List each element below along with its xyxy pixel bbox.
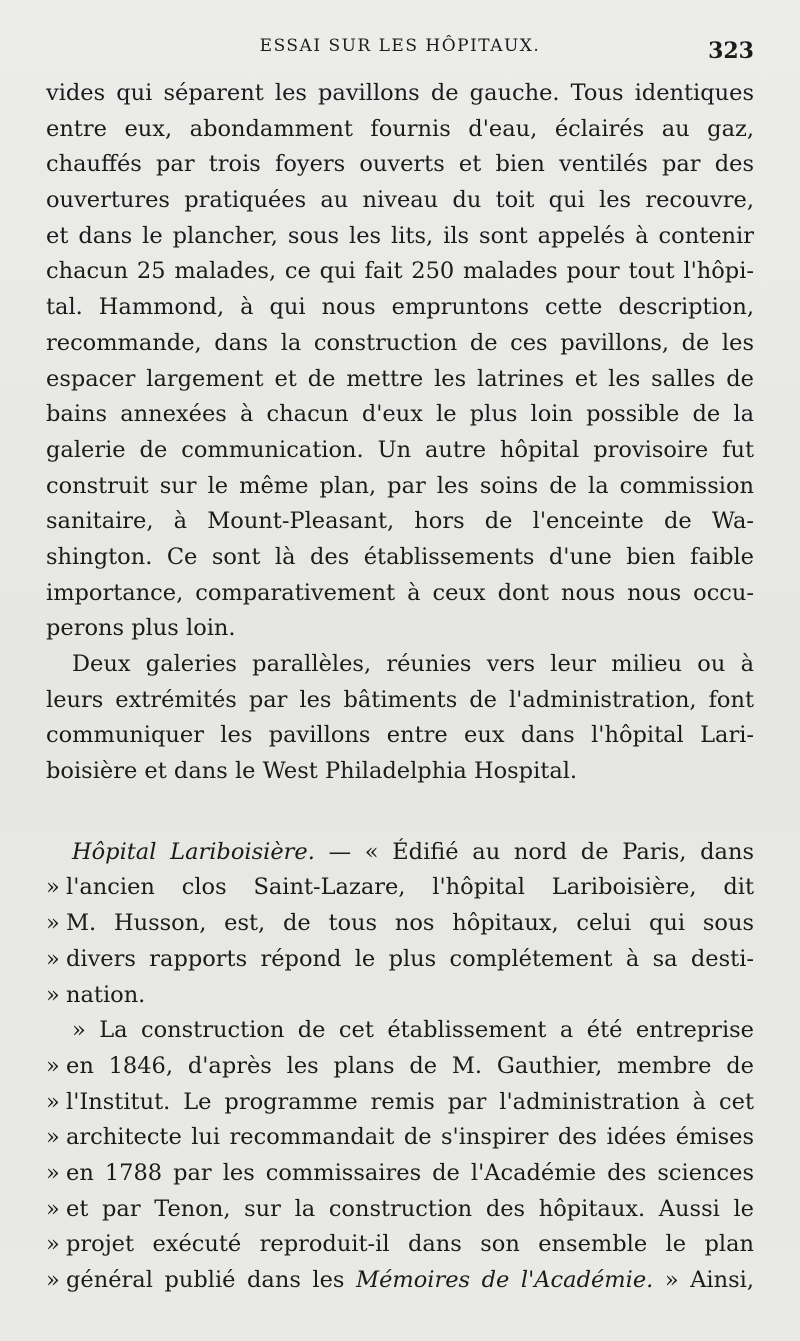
text-line: [46, 1227, 754, 1263]
page-header: [46, 36, 754, 70]
text-line: perons plus loin.: [46, 615, 236, 642]
quote-mark: »: [46, 1088, 60, 1115]
text-line: [46, 1263, 754, 1299]
text-line: [46, 1120, 754, 1156]
text-line: [46, 835, 754, 871]
paragraph-pavillons: [46, 76, 754, 647]
text-line: chacun 25 malades, ce qui fait 250 malades pour tout l'hôpi-: [46, 258, 754, 285]
paragraph-construction: [46, 1013, 754, 1299]
quote-mark: »: [46, 910, 60, 937]
running-title: ESSAI SUR LES HÔPITAUX.: [259, 36, 541, 56]
text-line: chauffés par trois foyers ouverts et bien ventilés par des: [46, 151, 754, 178]
text-fragment: divers rapports répond le plus complétement à sa desti-: [66, 945, 754, 972]
text-line: [46, 1156, 754, 1192]
paragraph-lariboisiere: [46, 835, 754, 1013]
text-fragment: M. Husson, est, de tous nos hôpitaux, celui qui sous: [66, 910, 754, 937]
text-fragment: général publié dans les: [66, 1267, 357, 1293]
text-line: galerie de communication. Un autre hôpital provisoire fut: [46, 436, 754, 463]
text-fragment: architecte lui recommandait de s'inspirer des idées émises: [66, 1124, 754, 1151]
paragraph-spacer: [46, 790, 754, 835]
text-line: sanitaire, à Mount-Pleasant, hors de l'enceinte de Wa-: [46, 508, 754, 535]
text-line: et dans le plancher, sous les lits, ils sont appelés à contenir: [46, 222, 754, 249]
text-line: importance, comparativement à ceux dont nous nous occu-: [46, 579, 754, 606]
text-fragment: projet exécuté reproduit-il dans son ensemble le plan: [66, 1231, 754, 1258]
paragraph-galeries: [46, 647, 754, 790]
text-line: [46, 1192, 754, 1228]
text-line: [46, 906, 754, 942]
text-line: Deux galeries parallèles, réunies vers leur milieu ou à: [72, 651, 754, 677]
text-fragment: en 1788 par les commissaires de l'Académie des sciences: [66, 1159, 754, 1186]
text-fragment: l'Institut. Le programme remis par l'administration à cet: [66, 1088, 754, 1115]
text-line: recommande, dans la construction de ces pavillons, de les: [46, 329, 754, 356]
text-fragment: nation.: [66, 981, 146, 1008]
quote-mark: »: [46, 1159, 60, 1186]
text-line: tal. Hammond, à qui nous empruntons cette description,: [46, 294, 754, 321]
text-line: construit sur le même plan, par les soins de la commission: [46, 472, 754, 499]
text-line: communiquer les pavillons entre eux dans l'hôpital Lari-: [46, 722, 754, 749]
page-number: 323: [708, 38, 754, 64]
text-fragment: et par Tenon, sur la construction des hôpitaux. Aussi le: [66, 1195, 754, 1222]
text-line: [46, 942, 754, 978]
quote-mark: »: [46, 981, 60, 1008]
text-line: » La construction de cet établissement a été entreprise: [72, 1017, 754, 1044]
text-line: bains annexées à chacun d'eux le plus loin possible de la: [46, 401, 754, 428]
italic-title: Mémoires de l'Académie.: [356, 1267, 654, 1293]
text-line: [46, 978, 754, 1014]
text-line: entre eux, abondamment fournis d'eau, éclairés au gaz,: [46, 115, 754, 142]
page-body: [46, 76, 754, 1299]
text-fragment: — « Édifié au nord de Paris, dans: [314, 838, 754, 865]
text-line: [46, 870, 754, 906]
text-line: shington. Ce sont là des établissements d'une bien faible: [46, 543, 754, 570]
quote-mark: »: [46, 1124, 60, 1151]
quote-mark: »: [46, 1195, 60, 1222]
quote-mark: »: [46, 945, 60, 972]
section-heading: Hôpital Lariboisière.: [72, 838, 315, 865]
text-fragment: » Ainsi,: [653, 1267, 754, 1293]
quote-mark: »: [46, 1231, 60, 1258]
text-line: boisière et dans le West Philadelphia Hospital.: [46, 758, 578, 785]
text-fragment: en 1846, d'après les plans de M. Gauthier, membre de: [66, 1052, 754, 1079]
text-line: [46, 1049, 754, 1085]
quote-mark: »: [46, 874, 60, 901]
quote-mark: »: [46, 1052, 60, 1079]
quote-mark: »: [46, 1267, 60, 1293]
text-line: vides qui séparent les pavillons de gauche. Tous identiques: [46, 80, 754, 106]
text-fragment: l'ancien clos Saint-Lazare, l'hôpital Lariboisière, dit: [66, 874, 754, 901]
text-line: ouvertures pratiquées au niveau du toit qui les recouvre,: [46, 187, 754, 214]
text-line: espacer largement et de mettre les latrines et les salles de: [46, 365, 754, 392]
text-line: [46, 1085, 754, 1121]
text-line: leurs extrémités par les bâtiments de l'administration, font: [46, 686, 754, 713]
